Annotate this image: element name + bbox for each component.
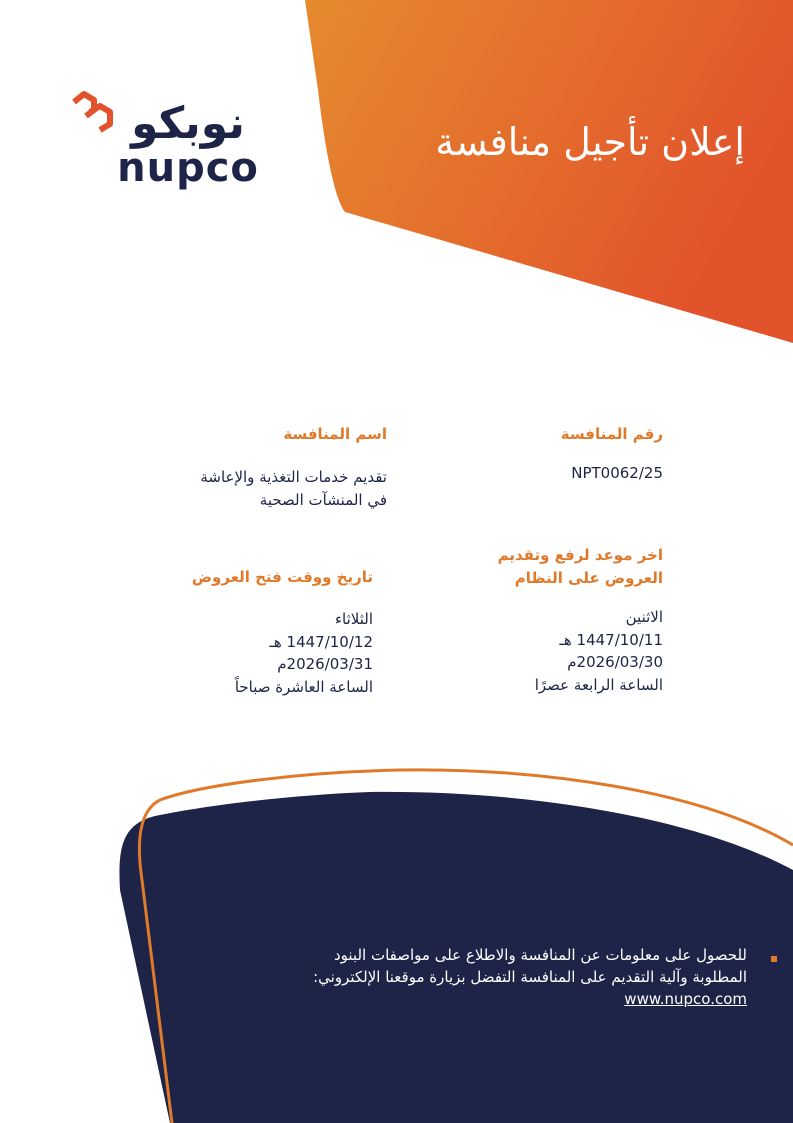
submission-deadline-label — [423, 544, 663, 589]
header-orange-shape — [305, 0, 793, 343]
submission-deadline-value — [423, 606, 663, 696]
deadline-hijri: 1447/10/11 هـ — [559, 630, 663, 649]
tender-name-line: في المنشآت الصحية — [259, 490, 387, 509]
deadline-gregorian: 2026/03/30م — [567, 653, 663, 671]
tender-name-label: اسم المنافسة — [283, 425, 387, 443]
tender-number-label: رقم المنافسة — [560, 425, 663, 443]
bullet-icon — [771, 956, 777, 962]
deadline-day: الاثنين — [625, 608, 663, 626]
opening-hijri: 1447/10/12 هـ — [269, 632, 373, 651]
logo-arabic-text: نوبكو — [131, 98, 245, 149]
page-title: إعلان تأجيل منافسة — [435, 120, 745, 164]
footer-line: المطلوبة وآلية التقديم على المنافسة التفضل بزيارة موقعنا الإلكتروني: — [313, 967, 747, 986]
deadline-time: الساعة الرابعة عصرًا — [534, 675, 663, 694]
tender-name-value — [87, 466, 387, 511]
submission-deadline-label-line: اخر موعد لرفع وتقديم — [497, 546, 663, 564]
nupco-logo — [68, 88, 278, 203]
website-link[interactable]: www.nupco.com — [624, 989, 747, 1008]
tender-name-line: تقديم خدمات التغذية والإعاشة — [200, 468, 387, 486]
submission-deadline-label-line: العروض على النظام — [514, 568, 663, 587]
opening-time: الساعة العاشرة صباحاً — [234, 677, 373, 696]
tender-number-value: NPT0062/25 — [571, 464, 663, 482]
logo-latin-text: nupco — [117, 145, 259, 191]
footer-line: للحصول على معلومات عن المنافسة والاطلاع على مواصفات البنود — [333, 946, 747, 964]
opening-gregorian: 2026/03/31م — [277, 655, 373, 673]
footer-info — [227, 945, 747, 1010]
opening-date-value — [73, 608, 373, 698]
opening-day: الثلاثاء — [334, 610, 373, 628]
opening-date-label: تاريخ ووقت فتح العروض — [191, 568, 373, 586]
